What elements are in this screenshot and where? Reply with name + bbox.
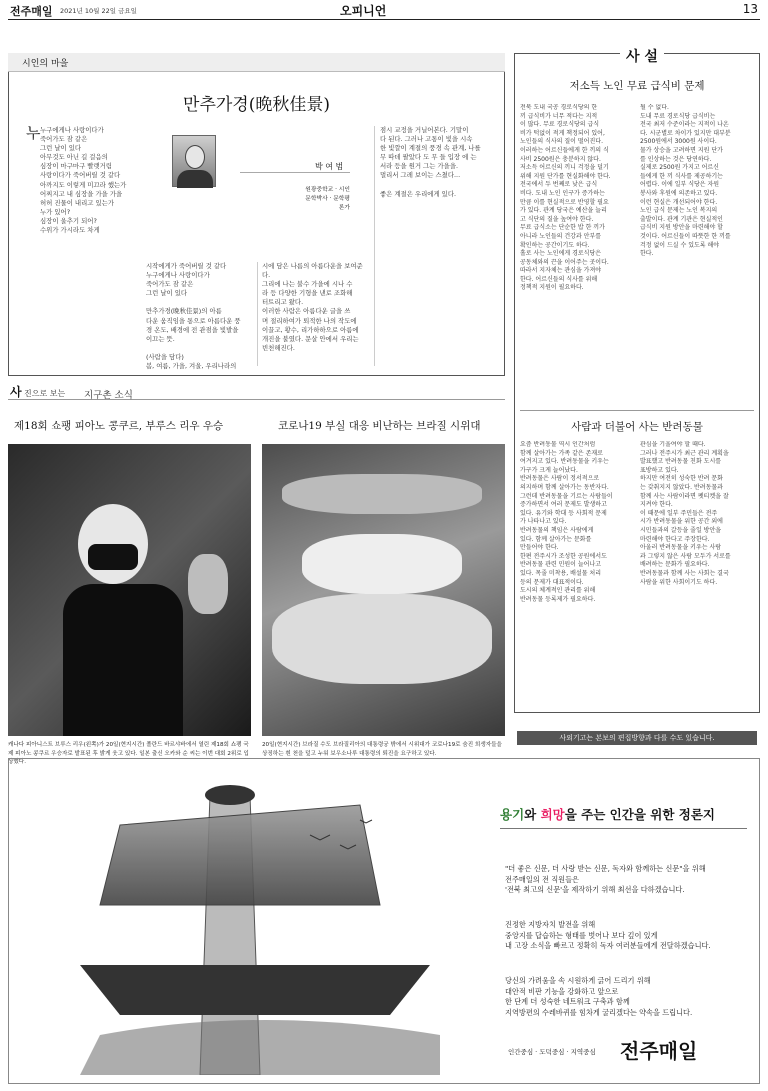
author-photo <box>172 135 216 187</box>
author-affiliation: 원광중학교 · 시인 문학박사 · 문학평론가 <box>305 187 350 211</box>
sailboat-illustration <box>60 775 460 1075</box>
author-name: 박 여 범 <box>315 162 344 171</box>
page-number: 13 <box>742 2 758 16</box>
poem-column-1: 누구에게나 사랑이다가 죽어가도 잠 같은 그런 날이 있다 아무것도 아닌 길 걸음의 심장이 마구마구 빨랫거림 사랑이다가 죽어버릴 것 같다 아까지도 이렇게 미끄라 했는가 어찌지고 내 심장을 가을 가을 허허 진물이 내리고 있는가 누가 있어? 심장이 울추기 되어? 수위가 가시라도 차게 <box>40 126 127 235</box>
news-left-headline: 제18회 쇼팽 피아노 콩쿠르, 부루스 리우 우승 <box>14 420 224 432</box>
poem-dropcap: 누 <box>26 124 41 142</box>
ad-rule <box>500 828 747 829</box>
ad-headline-courage: 용기 <box>500 807 525 822</box>
editorial-1-col-a: 전북 도내 국공 경로식당의 한 끼 급식비가 너무 적다는 지적 이 많다. 무료 경로식당의 급식 비가 턱없이 적게 책정되어 있어, 노인들의 식사의 질이 떨어진다. 이러하는 어르신들에게 한 끼의 식 사비 2500원은 충분하지 않다. 저소득 어르신의 끼니 걱정을 덜기 위해 지원 단가를 현실화해야 한다. 전국에서 두 번째로 낮은 급식 비다. 도내 노인 인구가 증가하는 만큼 이를 현실적으로 반영할 필요 가 있다. 관계 당국은 예산을 늘리 고 식단의 질을 높여야 한다. 무료 급식소는 단순한 밥 한 끼가 아니라 노인들의 건강과 안부를 확인하는 공간이기도 하다. 홀로 사는 노인에게 경로식당은 공동체와의 끈을 이어주는 곳이다. 따라서 지자체는 관심을 가져야 한다. 어르신들의 식사를 위해 정책적 지원이 필요하다. <box>520 104 611 292</box>
news-right-headline: 코로나19 부실 대응 비난하는 브라질 시위대 <box>278 420 481 432</box>
issue-date: 2021년 10월 22일 금요일 <box>60 7 137 15</box>
editorial-divider <box>520 410 754 411</box>
ad-paragraph-1: "더 좋은 신문, 더 사랑 받는 신문, 독자와 함께하는 신문"을 위해 전주매일의 전 직원들은 '전북 최고의 신문'을 제작하기 위해 최선을 다하겠습니다. <box>505 864 706 894</box>
band-title: 지구촌 소식 <box>84 390 133 401</box>
brazil-protest-photo <box>262 444 505 736</box>
editorial-2-col-a: 요즘 반려동물 역시 인간처럼 함께 살아가는 가족 같은 존재로 여겨지고 있다. 반려동물을 키우는 가구가 크게 늘어났다. 반려동물은 사람이 정서적으로 의지하며 함께 살아가는 동반자다. 그런데 반려동물을 기르는 사람들이 증가하면서 여러 문제도 발생하고 있다. 유기와 학대 등 사회적 문제 가 나타나고 있다. 반려동물의 책임은 사람에게 있다. 함께 살아가는 문화를 만들어야 한다. 한편 전주시가 조성한 공원에서도 반려동물 관련 민원이 늘어나고 있다. 목줄 미착용, 배설물 처리 등의 문제가 대표적이다. 도시의 체계적인 관리를 위해 반려동물 등록제가 필요하다. <box>520 441 613 603</box>
band-initial: 사 <box>10 385 22 399</box>
ad-headline-rest: 을 주는 인간을 위한 정론지 <box>564 807 715 822</box>
editorial-title-1: 저소득 노인 무료 급식비 문제 <box>569 80 705 92</box>
ad-tagline: 인간중심 · 도덕중심 · 지역중심 <box>508 1048 596 1056</box>
piano-winner-photo <box>8 444 251 736</box>
ad-paragraph-3: 당신의 가려움을 속 시원하게 긁어 드리기 위해 대안적 비판 기능을 강화하고 앞으로 한 단계 더 성숙한 네트워크 구축과 함께 지역방편의 수레바퀴를 힘차게 굴리겠다는 약속을 드립니다. <box>505 976 693 1017</box>
ad-headline-hope: 희망 <box>540 807 565 822</box>
poem-column-4: 점시 교정을 거닐어본다. 기말이 다 된다. 그러나 고통이 빛을 시속 한 빛깔이 계절의 풍경 속 관계, 나를 무 따데 팔았다 도 무 들 입장 에 는 서라 등을 원거 그는 가을을. 멀리서 그레 보이는 스쳤다... 좋은 계절은 우리에게 있다. <box>380 126 481 198</box>
section-title: 오피니언 <box>340 4 387 18</box>
news-right-caption: 20일(현지시간) 브라질 수도 브라질리아의 대통령궁 밖에서 시위대가 코로나19로 숨진 희생자들을 상징하는 흰 천을 덮고 누워 보우소나루 대통령의 퇴진을 요구하고 있다. <box>262 742 502 757</box>
poem-column-3: 시에 담은 나름의 아름다운을 보여준 다. 그리에 나는 불수 가을에 시나 수 라 등 다양한 기형을 낸로 조화해 터트리고 왔다. 이러한 사람은 아름다운 글을 쓰 며 절리하여가 퇴적한 나의 작도에 이끌고, 황수, 리가하하으로 아름에 개진을 불였다. 문살 안에서 우리는 빈천해진다. <box>262 262 363 352</box>
band-prefix: 진으로 보는 <box>24 389 66 398</box>
editorial-title-2: 사람과 더불어 사는 반려동물 <box>571 421 703 433</box>
header-rule <box>8 19 760 20</box>
poem-divider-2 <box>374 126 375 366</box>
poem-column-2: 시작에게가 죽어버릴 것 같다 누구에게나 사랑이다가 죽어가도 잠 같은 그런 날이 있다 만추가경(晩秋佳景)의 아름 다운 움직임을 통으로 아름다운 풍 경 온도, 배경에 전 관점을 빛발을 이끄는 뜻. (사람을 담다) 봄, 여름, 가을, 겨울, 우리나라의 <box>146 262 241 371</box>
editorial-tag: 사 설 <box>620 46 664 66</box>
masthead-paper-name: 전주매일 <box>10 5 53 18</box>
world-news-band <box>8 386 505 400</box>
editorial-2-col-b: 관심을 기울여야 할 때다. 그러나 전주시가 최근 관리 계획을 발표했고 반려동물 친화 도시를 표방하고 있다. 하지만 여전히 성숙한 반려 문화 는 갖춰지지 않았다. 반려동물과 함께 사는 사람이라면 펫티켓을 잘 지켜야 한다. 이 때문에 일부 주민들은 전주 시가 반려동물을 위한 공간 외에 시민들과의 갈등을 줄일 방안을 마련해야 한다고 주장한다. 아울러 반려동물을 키우는 사람 과 그렇지 않은 사람 모두가 서로를 배려하는 문화가 필요하다. 반려동물과 함께 사는 사회는 결국 사람을 위한 사회이기도 하다. <box>640 441 731 586</box>
editorial-1-col-b: 될 수 없다. 도내 무료 경로식당 급식비는 전국 최저 수준이라는 지적이 나온 다. 시군별로 차이가 있지만 대부분 2500원에서 3000원 사이다. 물가 상승을 고려하면 지원 단가 를 인상하는 것은 당연하다. 실제로 2500원 가지고 어르신 들에게 한 끼 식사를 제공하기는 어렵다. 이에 일부 식당은 자원 봉사와 후원에 의존하고 있다. 이런 현실은 개선되어야 한다. 노인 급식 문제는 노인 복지의 출발이다. 관계 기관은 현실적인 급식비 지원 방안을 마련해야 할 것이다. 어르신들이 따뜻한 한 끼를 걱정 없이 드실 수 있도록 해야 한다. <box>640 104 731 258</box>
ad-paragraph-2: 진정한 지방자치 발전을 위해 중앙지를 답습하는 형태를 벗어나 보다 깊이 있게 내 고장 소식을 빠르고 정확히 독자 여러분들에게 전달하겠습니다. <box>505 920 711 950</box>
author-divider <box>240 172 350 173</box>
poem-divider <box>257 262 258 366</box>
ad-headline <box>500 805 715 823</box>
poem-corner-label: 시인의 마을 <box>22 59 69 69</box>
editorial-disclaimer: 사외기고는 본보의 편집방향과 다를 수도 있습니다. <box>517 731 757 745</box>
news-left-caption: 캐나다 피아니스트 브루스 리우(왼쪽)가 20일(현지시간) 폴란드 바르샤바에서 열린 제18회 쇼팽 국제 피아노 콩쿠르 우승자로 발표된 후 밝게 웃고 있다. 일본 출신 오카와 순 씨는 이번 대회 2위로 입상했다. <box>8 742 249 765</box>
poem-title: 만추가경(晩秋佳景) <box>183 95 330 115</box>
poem-corner-tab <box>8 53 505 72</box>
ad-headline-and: 와 <box>524 807 541 822</box>
ad-logo: 전주매일 <box>620 1039 698 1063</box>
